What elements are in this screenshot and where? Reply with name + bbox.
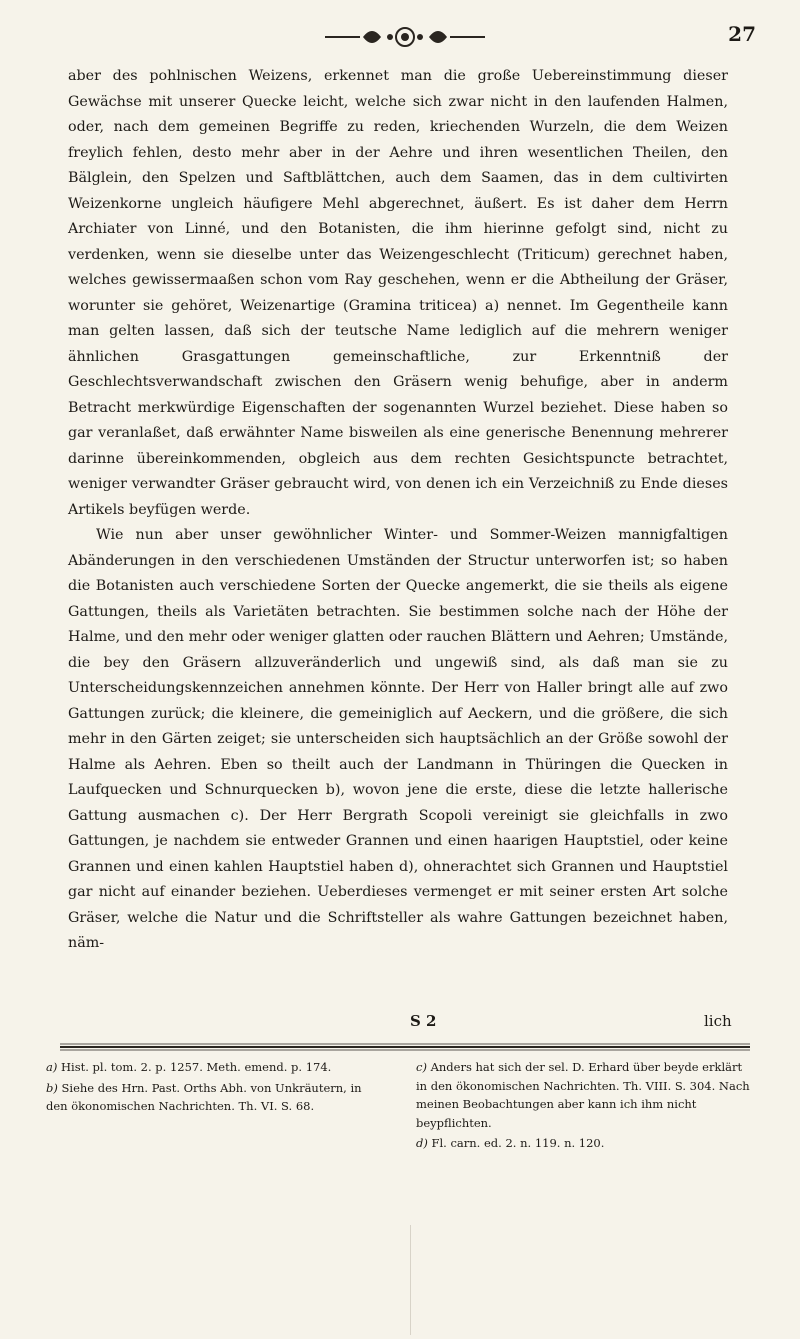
paragraph-1: aber des pohlnischen Weizens, erkennet man die große Uebereinstimmung dieser Gewächse mit unserer Quecke leicht, welche sich zwar nicht in den laufenden Halmen, oder, nach dem gemeinen Begriffe zu reden, kriechenden Wurzeln, die dem Weizen freylich fehlen, desto mehr aber in der Aehre und ihren wesentlichen Theilen, den Bälglein, den Spelzen und Saftblättchen, auch dem Saamen, das in dem cultivirten Weizenkorne ungleich häufigere Mehl abgerechnet, äußert. Es ist daher dem Herrn Archiater von Linné, und den Botanisten, die ihm hierinne gefolgt sind, nicht zu verdenken, wenn sie dieselbe unter das Weizengeschlecht (Triticum) gerechnet haben, welches gewissermaaßen schon vom Ray geschehen, wenn er die Abtheilung der Gräser, worunter sie gehöret, Weizenartige (Gramina triticea) a) nennet. Im Gegentheile kann man gelten lassen, daß sich der teutsche Name lediglich auf die mehrern weniger ähnlichen Grasgattungen gemeinschaftliche, zur Erkenntniß der Geschlechtsverwandschaft zwischen den Gräsern wenig behufige, aber in anderm Betracht merkwürdige Eigenschaften der sogenannten Wurzel beziehet. Diese haben so gar veranlaßet, daß erwähnter Name bisweilen als eine generische Benennung mehrerer darinne übereinkommenden, obgleich aus dem rechten Gesichtspuncte betrachtet, weniger verwandter Gräser gebraucht wird, von denen ich ein Verzeichniß zu Ende dieses Artikels beyfügen werde.: [68, 68, 728, 518]
header-ornament-icon: [305, 22, 505, 52]
footnote-rule: [60, 1040, 750, 1054]
footnotes-right-column: [416, 1058, 756, 1155]
footnote-c: c) Anders hat sich der sel. D. Erhard über beyde erklärt in den ökonomischen Nachrichten. Th. VIII. S. 304. Nach meinen Beobachtungen aber kann ich ihm nicht beypflichten.: [416, 1060, 750, 1130]
printer-signature: S 2: [410, 1012, 437, 1030]
footnotes-left-column: [46, 1058, 386, 1155]
footnotes: [46, 1058, 756, 1155]
footnote-d: d) Fl. carn. ed. 2. n. 119. n. 120.: [416, 1136, 605, 1150]
paper-crease: [410, 1225, 411, 1335]
paragraph-2: Wie nun aber unser gewöhnlicher Winter- und Sommer-Weizen mannigfaltigen Abänderungen in den verschiedenen Umständen der Structur unterworfen ist; so haben die Botanisten auch verschiedene Sorten der Quecke angemerkt, die sie theils als eigene Gattungen, theils als Varietäten betrachten. Sie bestimmen solche nach der Höhe der Halme, und den mehr oder weniger glatten oder rauchen Blättern und Aehren; Umstände, die bey den Gräsern allzuveränderlich und ungewiß sind, als daß man sie zu Unterscheidungskennzeichen annehmen könnte. Der Herr von Haller bringt alle auf zwo Gattungen zurück; die kleinere, die gemeiniglich auf Aeckern, und die größere, die sich mehr in den Gärten zeiget; sie unterscheiden sich hauptsächlich an der Größe sowohl der Halme als Aehren. Eben so theilt auch der Landmann in Thüringen die Quecken in Laufquecken und Schnurquecken b), wovon jene die erste, diese die letzte hallerische Gattung ausmachen c). Der Herr Bergrath Scopoli vereinigt sie gleichfalls in zwo Gattungen, je nachdem sie entweder Grannen und einen haarigen Hauptstiel, oder keine Grannen und einen kahlen Hauptstiel haben d), ohnerachtet sich Grannen und Hauptstiel gar nicht auf einander beziehen. Ueberdieses vermenget er mit seiner ersten Art solche Gräser, welche die Natur und die Schriftsteller als wahre Gattungen bezeichnet haben, näm-: [68, 527, 728, 951]
footnote-a: a) Hist. pl. tom. 2. p. 1257. Meth. emend. p. 174.: [46, 1060, 332, 1074]
footnote-b: b) Siehe des Hrn. Past. Orths Abh. von Unkräutern, in den ökonomischen Nachrichten. Th. VI. S. 68.: [46, 1080, 362, 1113]
catchword: lich: [704, 1012, 732, 1030]
body-text: [68, 64, 728, 957]
page-number: 27: [728, 22, 756, 46]
page-header: [0, 16, 800, 56]
